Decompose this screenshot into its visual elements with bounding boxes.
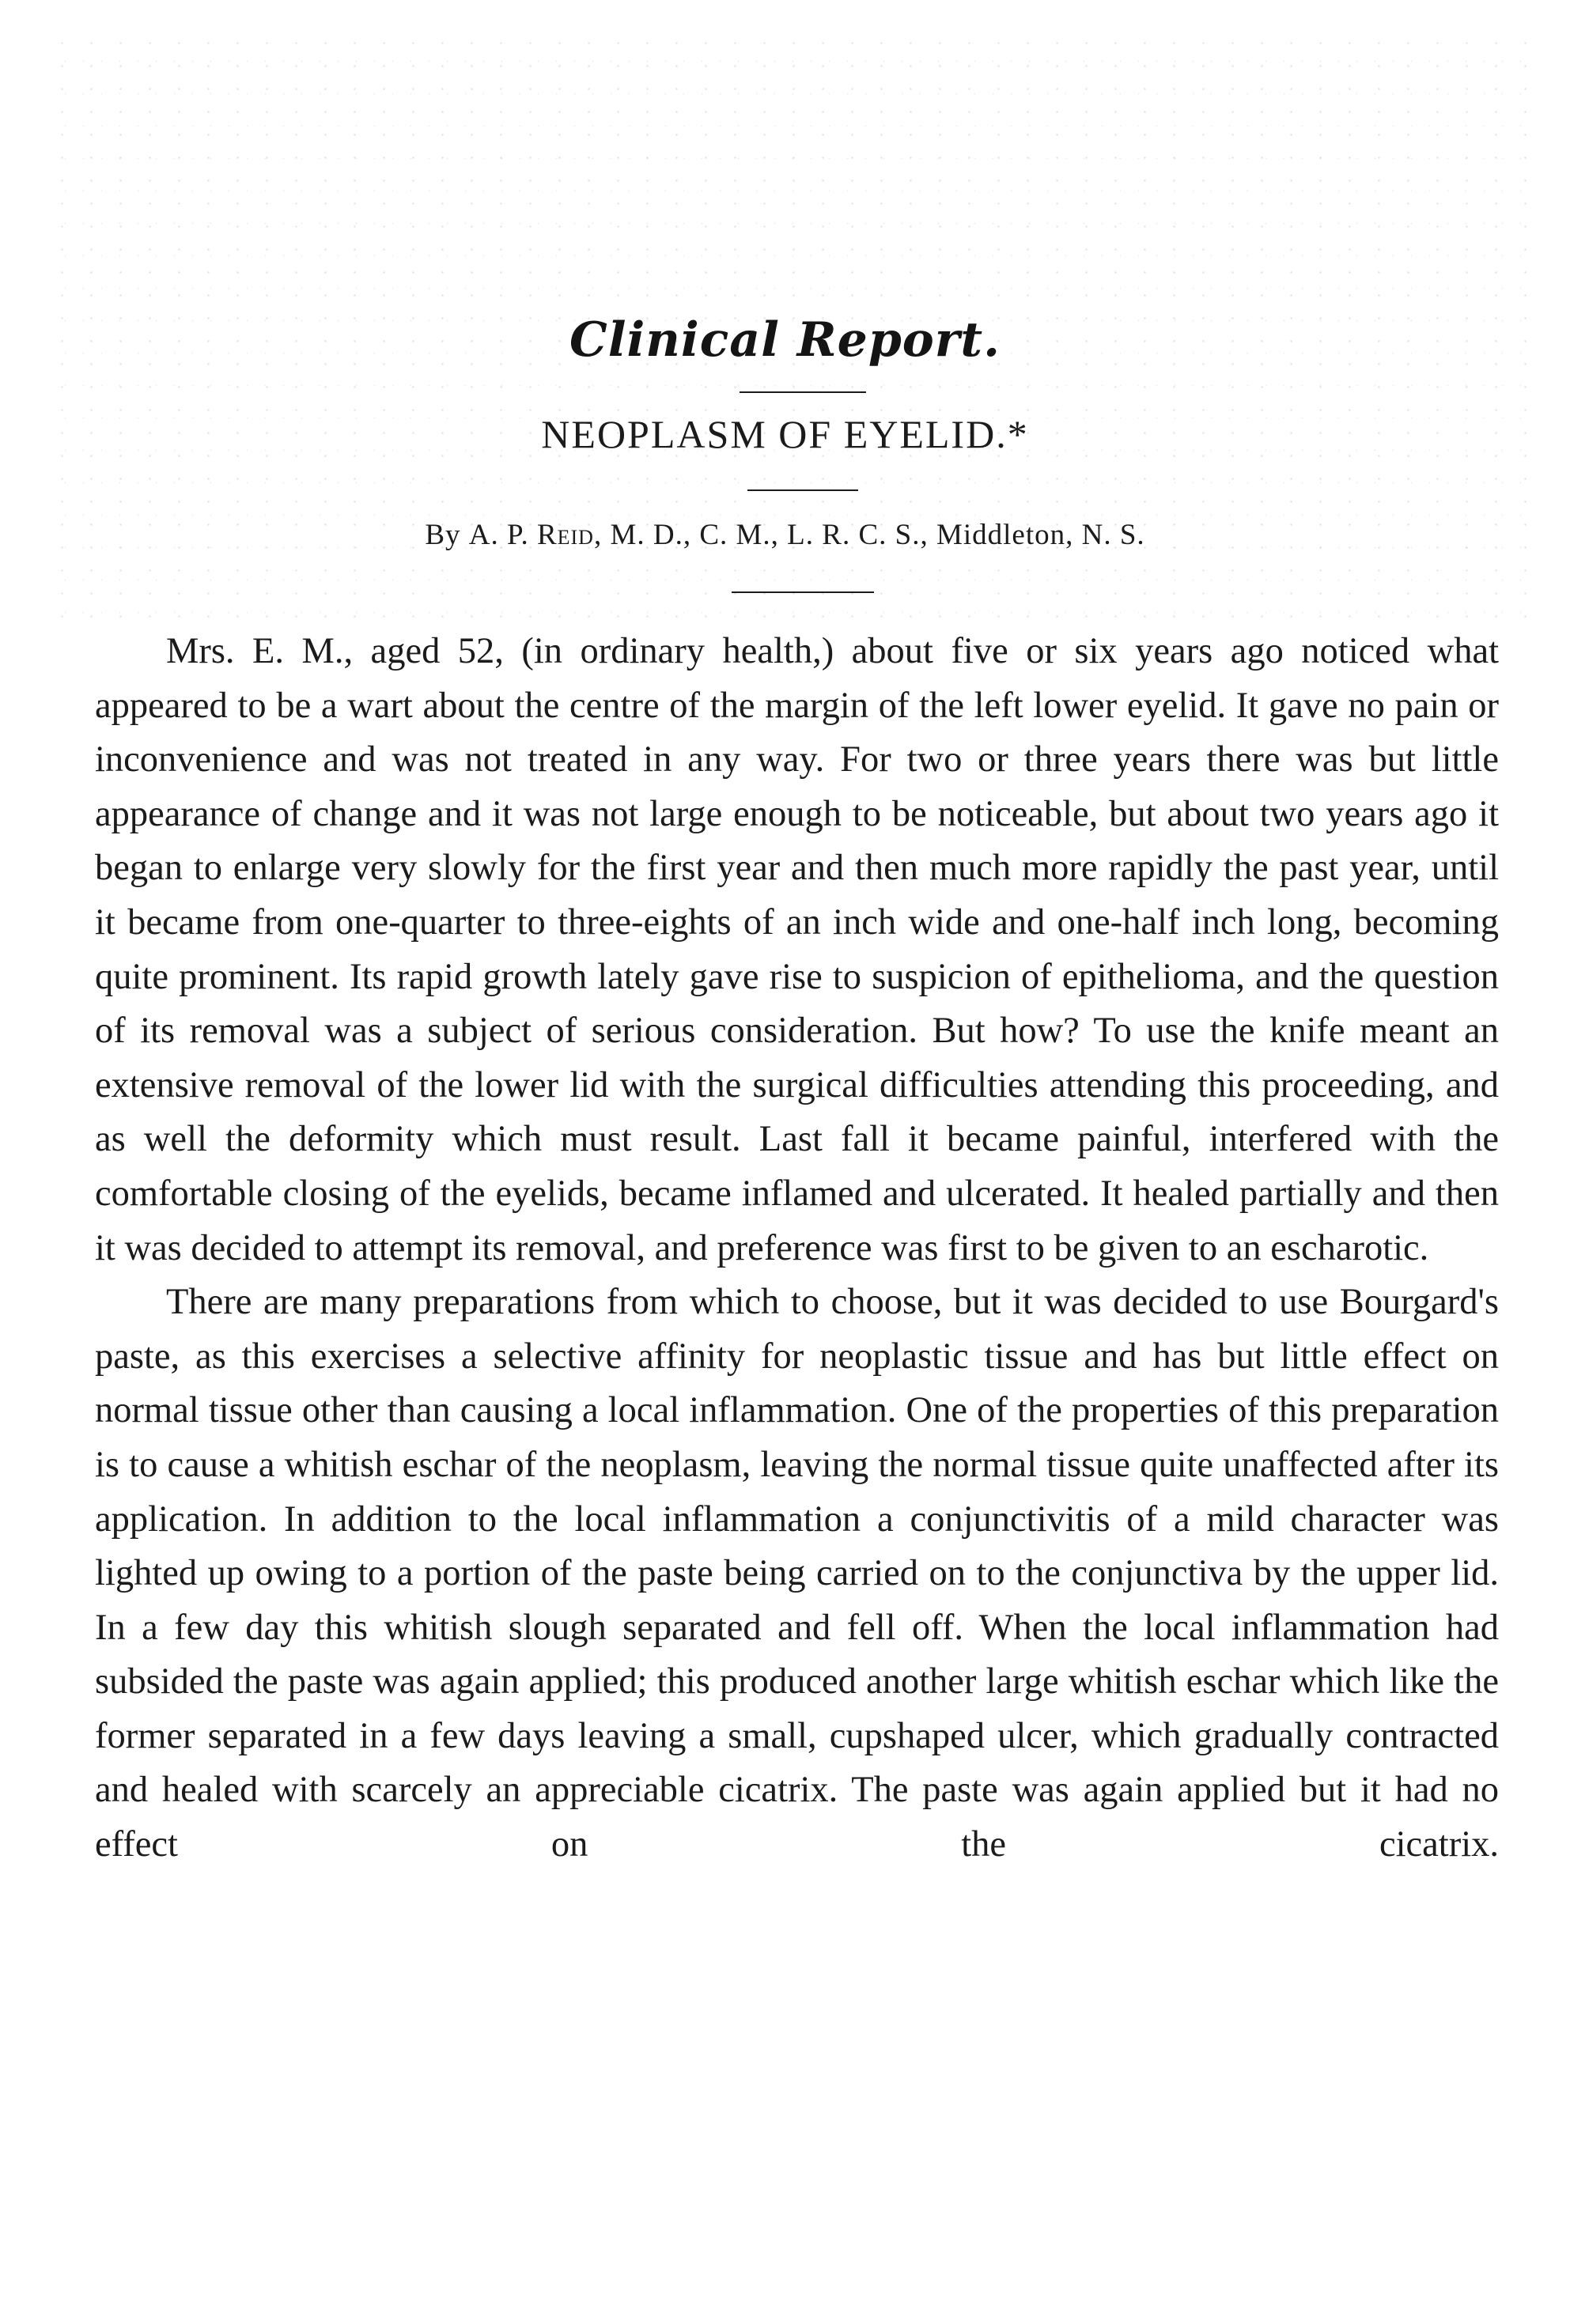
article-body	[95, 625, 1499, 1872]
article-title: NEOPLASM OF EYELID.*	[541, 412, 1029, 456]
body-paragraph-1: Mrs. E. M., aged 52, (in ordinary health,) about five or six years ago noticed what appeared to be a wart about the centre of the margin of the left lower eyelid. It gave no pain or inconvenience and was not treated in any way. For two or three years there was but little appearance of change and it was not large enough to be noticeable, but about two years ago it began to enlarge very slowly for the first year and then much more rapidly the past year, until it became from one-quarter to three-eights of an inch wide and one-half inch long, becoming quite prominent. Its rapid growth lately gave rise to suspicion of epithelioma, and the question of its removal was a subject of serious consideration. But how? To use the knife meant an extensive removal of the lower lid with the surgical difficulties attending this proceeding, and as well the deformity which must result. Last fall it became painful, interfered with the comfortable closing of the eyelids, became inflamed and ulcerated. It healed partially and then it was decided to attempt its removal, and preference was first to be given to an escharotic.	[95, 631, 1499, 1268]
divider-rule-1	[740, 391, 866, 393]
section-heading: Clinical Report.	[569, 312, 1001, 368]
byline-credentials: , M. D., C. M., L. R. C. S., Middleton, N. S.	[593, 519, 1145, 551]
byline-prefix: By	[425, 519, 469, 551]
divider-rule-2	[747, 489, 858, 491]
body-paragraph-2: There are many preparations from which to choose, but it was decided to use Bourgard's paste, as this exercises a selective affinity for neoplastic tissue and has but little effect on normal tissue other than causing a local inflammation. One of the properties of this preparation is to cause a whitish eschar of the neoplasm, leaving the normal tissue quite unaffected after its application. In addition to the local inflammation a conjunctivitis of a mild character was lighted up owing to a portion of the paste being carried on to the conjunctiva by the upper lid. In a few day this whitish slough separated and fell off. When the local inflammation had subsided the paste was again applied; this produced another large whitish eschar which like the former separated in a few days leaving a small, cupshaped ulcer, which gradually contracted and healed with scarcely an appreciable cicatrix. The paste was again applied but it had no effect on the cicatrix.	[95, 1282, 1499, 1865]
divider-rule-3	[732, 591, 874, 593]
byline	[0, 518, 1570, 552]
byline-author: A. P. Reid	[468, 519, 594, 551]
